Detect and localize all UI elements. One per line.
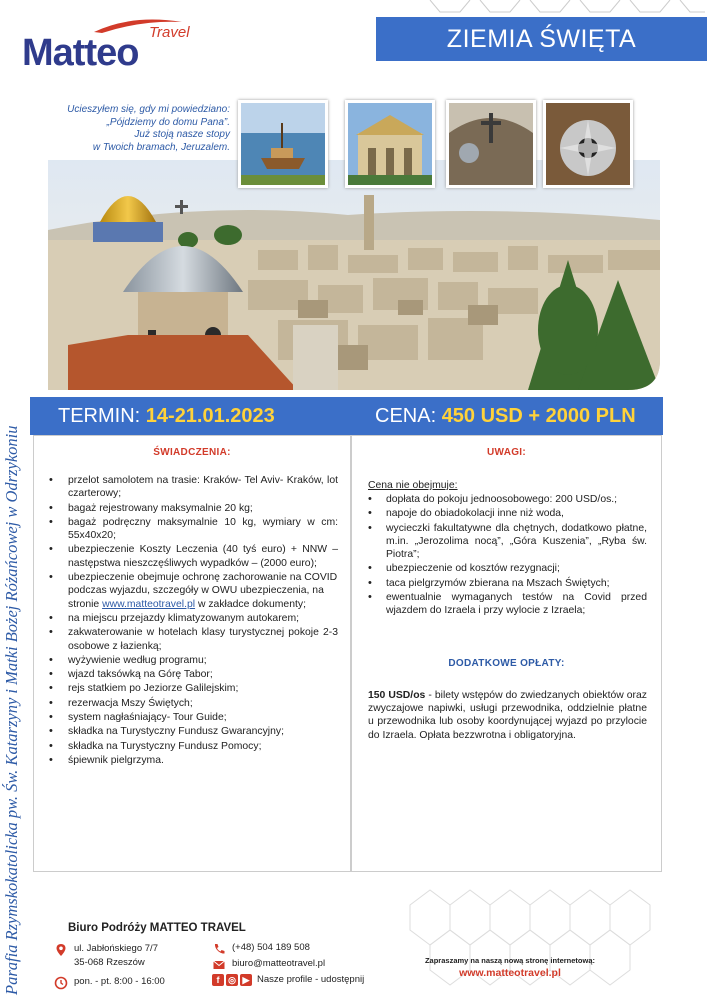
thumbnail-basilica-photo	[345, 100, 435, 188]
opening-hours	[54, 976, 165, 990]
thumbnail-boat-photo	[238, 100, 328, 188]
psalm-quote	[40, 104, 230, 154]
service-item-covid	[46, 571, 338, 611]
service-item: • przelot samolotem na trasie: Kraków- Tel Aviv- Kraków, lot czarterowy;	[46, 474, 338, 501]
extra-fees-title: DODATKOWE OPŁATY:	[448, 657, 565, 669]
hexagon-pattern-decoration	[420, 0, 707, 18]
quote-line: Ucieszyłem się, gdy mi powiedziano:	[67, 104, 230, 115]
service-item: • na miejscu przejazdy klimatyzowanym autokarem;	[46, 612, 338, 625]
email-address[interactable]: biuro@matteotravel.pl	[232, 958, 326, 969]
logo-sub: Travel	[149, 24, 190, 41]
matteo-travel-logo[interactable]	[22, 18, 192, 78]
service-item: • składka na Turystyczny Fundusz Gwarancyjny;	[46, 725, 338, 738]
service-item: • rezerwacja Mszy Świętych;	[46, 697, 338, 710]
services-list	[46, 474, 338, 767]
service-item: • system nagłaśniający- Tour Guide;	[46, 711, 338, 724]
services-box	[33, 435, 351, 872]
jerusalem-panorama-photo	[48, 160, 660, 390]
location-pin-icon	[54, 943, 68, 957]
parish-side-text: Parafia Rzymskokatolicka pw. Św. Katarzyny i Matki Bożej Różańcowej w Odrzykoniu	[2, 425, 21, 995]
thumbnail-star-grotto-photo	[543, 100, 633, 188]
website-promo	[410, 956, 610, 979]
service-item: • wjazd taksówką na Górę Tabor;	[46, 668, 338, 681]
services-title: ŚWIADCZENIA:	[153, 447, 231, 458]
page-title-text: ZIEMIA ŚWIĘTA	[446, 24, 637, 53]
mail-icon	[212, 958, 226, 972]
footer	[50, 910, 707, 1000]
social-profiles	[212, 974, 364, 986]
youtube-icon[interactable]: ▶	[240, 974, 252, 986]
address-street: ul. Jabłońskiego 7/7	[74, 943, 158, 954]
extra-fees-text	[368, 689, 647, 742]
extra-fees-amount: 150 USD/os	[368, 689, 426, 701]
service-item: • bagaż podręczny maksymalnie 10 kg, wymiary w cm: 55x40x20;	[46, 516, 338, 543]
agency-name: Biuro Podróży MATTEO TRAVEL	[68, 922, 246, 934]
profiles-text: Nasze profile - udostępnij	[257, 974, 365, 985]
remark-item: • napoje do obiadokolacji inne niż woda,	[366, 507, 647, 520]
price-value: 450 USD + 2000 PLN	[441, 405, 636, 427]
promo-website-link[interactable]: www.matteotravel.pl	[459, 967, 561, 979]
service-item: • śpiewnik pielgrzyma.	[46, 754, 338, 767]
remark-item: • wycieczki fakultatywne dla chętnych, dodatkowo płatne, m.in. „Jerozolima nocą”, „Góra Kuszenia”, „Ryba św. Piotra”;	[366, 522, 647, 562]
instagram-icon[interactable]: ◎	[226, 974, 238, 986]
email[interactable]	[212, 958, 325, 972]
term-price-bar	[30, 397, 663, 435]
remarks-list	[366, 493, 647, 618]
phone-number[interactable]: (+48) 504 189 508	[232, 942, 310, 953]
hours-text: pon. - pt. 8:00 - 16:00	[74, 976, 165, 987]
service-item: • wyżywienie według programu;	[46, 654, 338, 667]
remark-item: • dopłata do pokoju jednoosobowego: 200 USD/os.;	[366, 493, 647, 506]
quote-line: w Twoich bramach, Jeruzalem.	[92, 141, 230, 153]
remark-item: • ubezpieczenie od kosztów rezygnacji;	[366, 562, 647, 575]
remarks-title: UWAGI:	[486, 447, 527, 458]
term-label: TERMIN:	[58, 405, 141, 427]
remarks-lead: Cena nie obejmuje:	[368, 480, 458, 491]
term-value: 14-21.01.2023	[145, 405, 275, 427]
promo-text: Zapraszamy na naszą nową stronę internetową:	[424, 956, 596, 965]
service-item: • bagaż rejestrowany maksymalnie 20 kg;	[46, 502, 338, 515]
hexagon-pattern-decoration	[390, 875, 680, 1000]
address-city: 35-068 Rzeszów	[74, 957, 145, 968]
phone-icon	[212, 942, 226, 956]
service-item: • zakwaterowanie w hotelach klasy turystycznej pokoje 2-3 osobowe z łazienką;	[46, 626, 338, 653]
jerusalem-cityscape-illustration	[48, 160, 660, 390]
price-label: CENA:	[375, 405, 437, 427]
remarks-box	[351, 435, 662, 872]
quote-line: Już stoją nasze stopy	[134, 129, 230, 140]
facebook-icon[interactable]: f	[212, 974, 224, 986]
service-item: • ubezpieczenie Koszty Leczenia (40 tyś euro) + NNW – następstwa nieszczęśliwych wypadków – (2000 euro);	[46, 543, 338, 570]
remark-item: • taca pielgrzymów zbierana na Mszach Świętych;	[366, 577, 647, 590]
covid-text: ubezpieczenie obejmuje ochronę zachorowanie na COVID podczas wyjazdu, szczegóły w OWU ubezpieczenia, na stronie	[68, 572, 338, 610]
remark-item: • ewentualnie wymaganych testów na Covid przed wjazdem do Izraela i przy wylocie z Izraela;	[366, 591, 647, 618]
page-title	[376, 17, 707, 61]
website-link[interactable]: www.matteotravel.pl	[102, 598, 196, 610]
phone[interactable]	[212, 942, 310, 956]
quote-line: „Pójdziemy do domu Pana”.	[106, 116, 230, 128]
covid-text-post: w zakładce dokumenty;	[197, 598, 306, 610]
price	[375, 405, 636, 428]
term	[58, 405, 275, 428]
service-item: • rejs statkiem po Jeziorze Galilejskim;	[46, 682, 338, 695]
logo-brand: Matteo	[22, 32, 139, 74]
extra-fees-description: - bilety wstępów do zwiedzanych obiektów oraz zwyczajowe napiwki, usługi przewodnika, oddzielnie płatne u przewodnika lub osoby koordynującej wyjazd po przylocie do Izraela. Opłata bezzwrotna i obligatoryjna.	[368, 689, 647, 741]
service-item: • składka na Turystyczny Fundusz Pomocy;	[46, 740, 338, 753]
thumbnail-cross-photo	[446, 100, 536, 188]
address	[54, 943, 158, 968]
clock-icon	[54, 976, 68, 990]
